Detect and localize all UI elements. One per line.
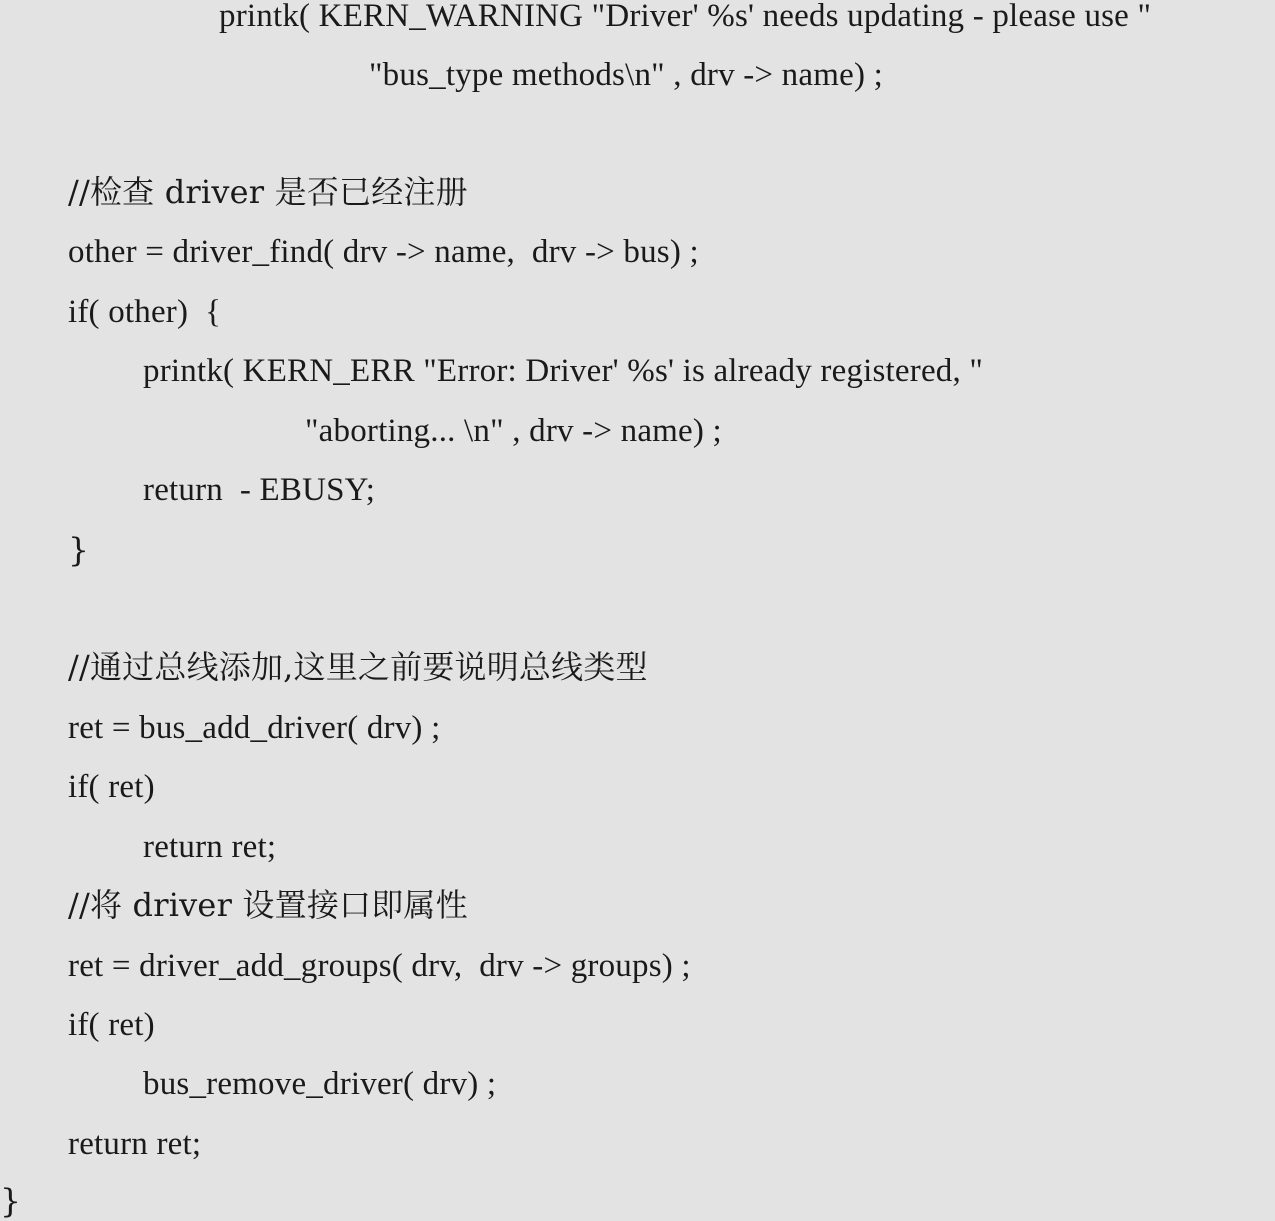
code-line-if-ret-2: if( ret) bbox=[68, 1007, 155, 1043]
code-line-driver-find: other = driver_find( drv -> name, drv -> bus) ; bbox=[68, 234, 699, 270]
code-line-return-ret-1: return ret; bbox=[143, 829, 277, 865]
code-line-printk-err: printk( KERN_ERR "Error: Driver' %s' is already registered, " bbox=[143, 353, 984, 389]
code-line-return-ret-final: return ret; bbox=[68, 1126, 202, 1162]
code-line-close-brace-function: } bbox=[0, 1181, 22, 1220]
comment-bus-add: //通过总线添加,这里之前要说明总线类型 bbox=[68, 648, 648, 686]
code-line-return-ebusy: return - EBUSY; bbox=[143, 472, 376, 508]
code-line-if-ret-1: if( ret) bbox=[68, 769, 155, 805]
code-line-bus-remove-driver: bus_remove_driver( drv) ; bbox=[143, 1066, 497, 1102]
code-line-bus-add-driver: ret = bus_add_driver( drv) ; bbox=[68, 710, 441, 746]
code-line-driver-add-groups: ret = driver_add_groups( drv, drv -> groups) ; bbox=[68, 948, 691, 984]
code-line-close-brace-if: } bbox=[68, 530, 90, 569]
code-line-printk-warning-cont: "bus_type methods\n" , drv -> name) ; bbox=[369, 57, 883, 93]
comment-check-registered: //检查 driver 是否已经注册 bbox=[68, 173, 468, 211]
comment-driver-groups: //将 driver 设置接口即属性 bbox=[68, 886, 468, 924]
code-line-if-other: if( other) { bbox=[68, 294, 222, 330]
code-line-printk-err-cont: "aborting... \n" , drv -> name) ; bbox=[305, 413, 722, 449]
code-line-printk-warning: printk( KERN_WARNING "Driver' %s' needs updating - please use " bbox=[219, 0, 1152, 34]
